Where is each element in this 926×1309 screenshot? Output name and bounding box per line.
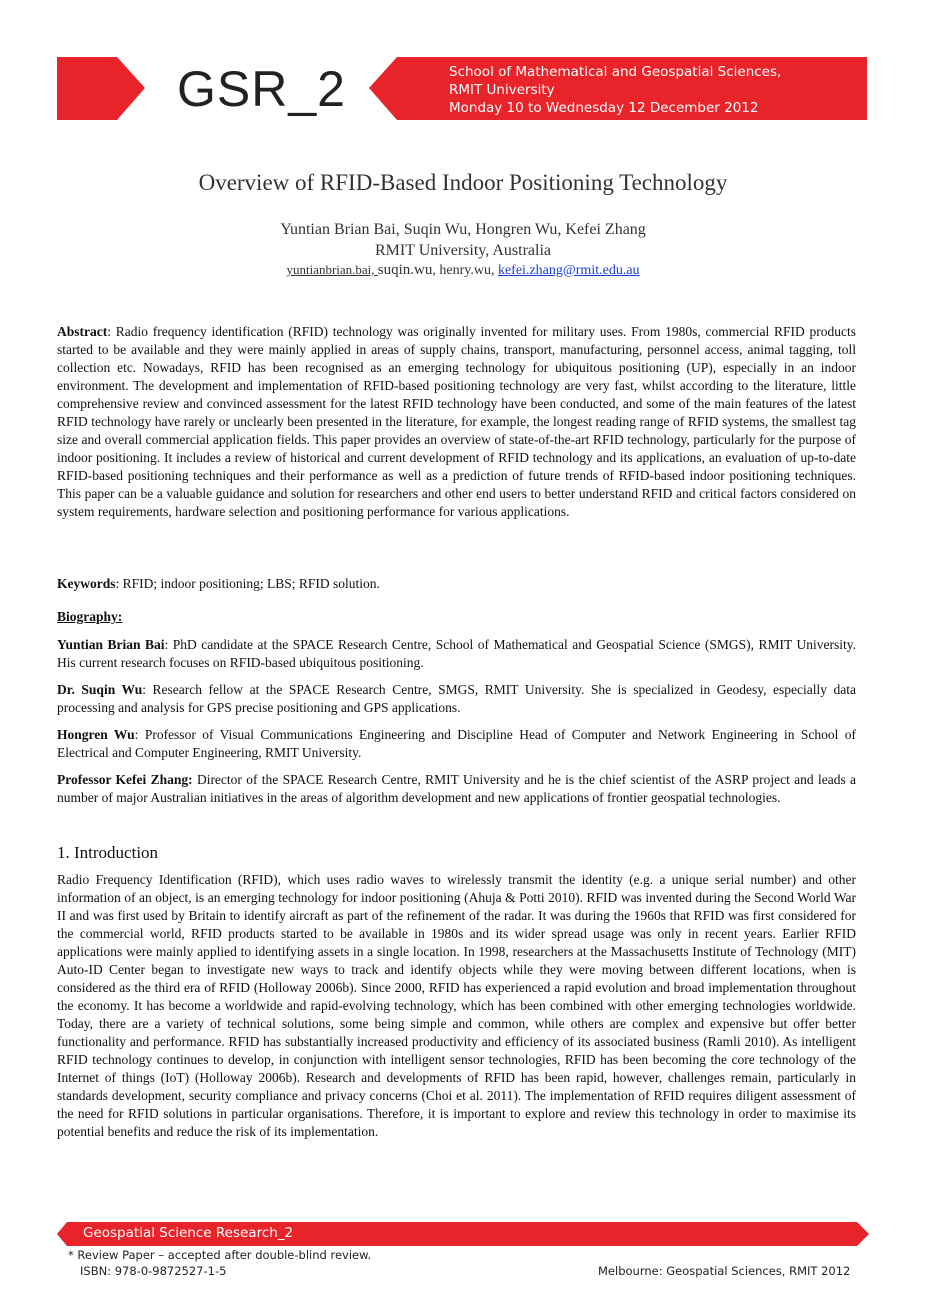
bio-entry <box>57 681 856 717</box>
conference-info <box>449 63 781 117</box>
bio-name: Hongren Wu <box>57 727 135 742</box>
bio-entry <box>57 636 856 672</box>
bio-text: Director of the SPACE Research Centre, RMIT University and he is the chief scientist of the ASRP project and leads a number of major Australian initiatives in the areas of algorithm development and new applications of frontier geospatial technologies. <box>57 772 857 805</box>
conference-info-line: School of Mathematical and Geospatial Sciences, <box>449 64 782 80</box>
bio-name: Yuntian Brian Bai <box>57 637 165 652</box>
isbn: ISBN: 978-0-9872527-1-5 <box>80 1264 227 1278</box>
biography-heading: Biography: <box>57 609 123 624</box>
email-2: suqin.wu <box>377 262 433 278</box>
review-note: * Review Paper – accepted after double-blind review. <box>68 1248 372 1262</box>
section-heading: 1. Introduction <box>57 843 159 862</box>
bio-text: : Research fellow at the SPACE Research Centre, SMGS, RMIT University. She is specialized in Geodesy, especially data processing and analysis for GPS precise positioning and GPS applications. <box>57 682 857 715</box>
bio-entry <box>57 771 856 807</box>
footer-bar <box>57 1222 869 1246</box>
author-emails <box>0 262 926 279</box>
conference-info-line: RMIT University <box>449 82 555 98</box>
author-block <box>0 219 926 261</box>
email-3: , henry.wu, <box>432 263 498 278</box>
author-names: Yuntian Brian Bai, Suqin Wu, Hongren Wu, Kefei Zhang <box>280 221 646 238</box>
introduction-text: Radio Frequency Identification (RFID), which uses radio waves to wirelessly transmit the identity (e.g. a unique serial number) and other information of an object, is an emerging technology for indoor positioning (Ahuja & Potti 2010). RFID was invented during the Second World War II and was first used by Britain to identify aircraft as part of the refinement of the radar. It was during the 1960s that RFID was first considered for the commercial world, RFID products started to be available in 1980s and its wider spread usage was only in recent years. Earlier RFID applications were mainly applied to identifying assets in a single location. In 1998, researchers at the Massachusetts Institute of Technology (MIT) Auto-ID Center began to investigate new ways to track and identify objects while they were moving between different locations, when is considered as the third era of RFID (Holloway 2006b). Since 2000, RFID has experienced a rapid evolution and broad implementation throughout the economy. It has become a worldwide and rapid-evolving technology, which has been combined with other emerging technologies worldwide. Today, there are a variety of technical solutions, some being simple and common, while others are complex and expensive but offer better functionality and performance. RFID has substantially increased productivity and efficiency of its associated business (Ramli 2010). As intelligent RFID technology continues to develop, in conjunction with intelligent sensor technologies, RFID has been becoming the core technology of the Internet of things (IoT) (Holloway 2006b). Research and developments of RFID has been rapid, however, challenges remain, particularly in standards development, security compliance and privacy concerns (Choi et al. 2011). The implementation of RFID requires diligent assessment of the need for RFID solutions in particular organisations. Therefore, it is important to explore and review this technology in order to maximise its potential benefits and reduce the risk of its implementation. <box>57 872 856 1139</box>
gsr-logo: GSR_2 <box>177 61 346 117</box>
affiliation: RMIT University, Australia <box>375 242 551 259</box>
bio-entry <box>57 726 856 762</box>
venue: Melbourne: Geospatial Sciences, RMIT 2012 <box>598 1264 851 1278</box>
abstract-text: : Radio frequency identification (RFID) technology was originally invented for military uses. From 1980s, commercial RFID products started to be available and they were mainly applied in areas of supply chains, transport, manufacturing, personnel access, animal tagging, toll collection etc. Nowadays, RFID has been recognised as an emerging technology for ubiquitous positioning (UP), especially in an indoor environment. The development and implementation of RFID-based positioning technology are very fast, whilst according to the literature, little comprehensive review and convinced assessment for the latest RFID technology have been conducted, and some of the main features of the latest RFID technology have rarely or unclearly been presented in the literature, for example, the longest reading range of RFID systems, the smallest tag size and overall commercial application fields. This paper provides an overview of state-of-the-art RFID technology, particularly for the purpose of indoor positioning. It includes a review of historical and current development of RFID technology and its applications, an evaluation of up-to-date RFID-based positioning techniques and their performance as well as a prediction of future trends of RFID-based indoor positioning techniques. This paper can be a valuable guidance and solution for researchers and other end users to better understand RFID and critical factors considered on system requirements, hardware selection and positioning performance for various applications. <box>57 324 856 519</box>
bio-name: Professor Kefei Zhang: <box>57 772 193 787</box>
keywords <box>57 575 856 593</box>
keywords-label: Keywords <box>57 576 116 591</box>
abstract-label: Abstract <box>57 324 108 339</box>
bio-name: Dr. Suqin Wu <box>57 682 143 697</box>
abstract <box>57 323 856 521</box>
conference-banner <box>57 57 867 120</box>
bio-text: : PhD candidate at the SPACE Research Centre, School of Mathematical and Geospatial Science (SMGS), RMIT University. His current research focuses on RFID-based ubiquitous positioning. <box>57 637 856 670</box>
paper-title: Overview of RFID-Based Indoor Positioning Technology <box>198 170 728 195</box>
email-link[interactable]: kefei.zhang@rmit.edu.au <box>497 263 640 278</box>
email-1: yuntianbrian.bai, <box>286 262 378 277</box>
bio-text: : Professor of Visual Communications Engineering and Discipline Head of Computer and Network Engineering in School of Electrical and Computer Engineering, RMIT University. <box>57 727 856 760</box>
conference-info-line: Monday 10 to Wednesday 12 December 2012 <box>449 100 759 116</box>
footer-bar-text: Geospatial Science Research_2 <box>83 1225 294 1241</box>
keywords-text: : RFID; indoor positioning; LBS; RFID solution. <box>115 576 380 591</box>
